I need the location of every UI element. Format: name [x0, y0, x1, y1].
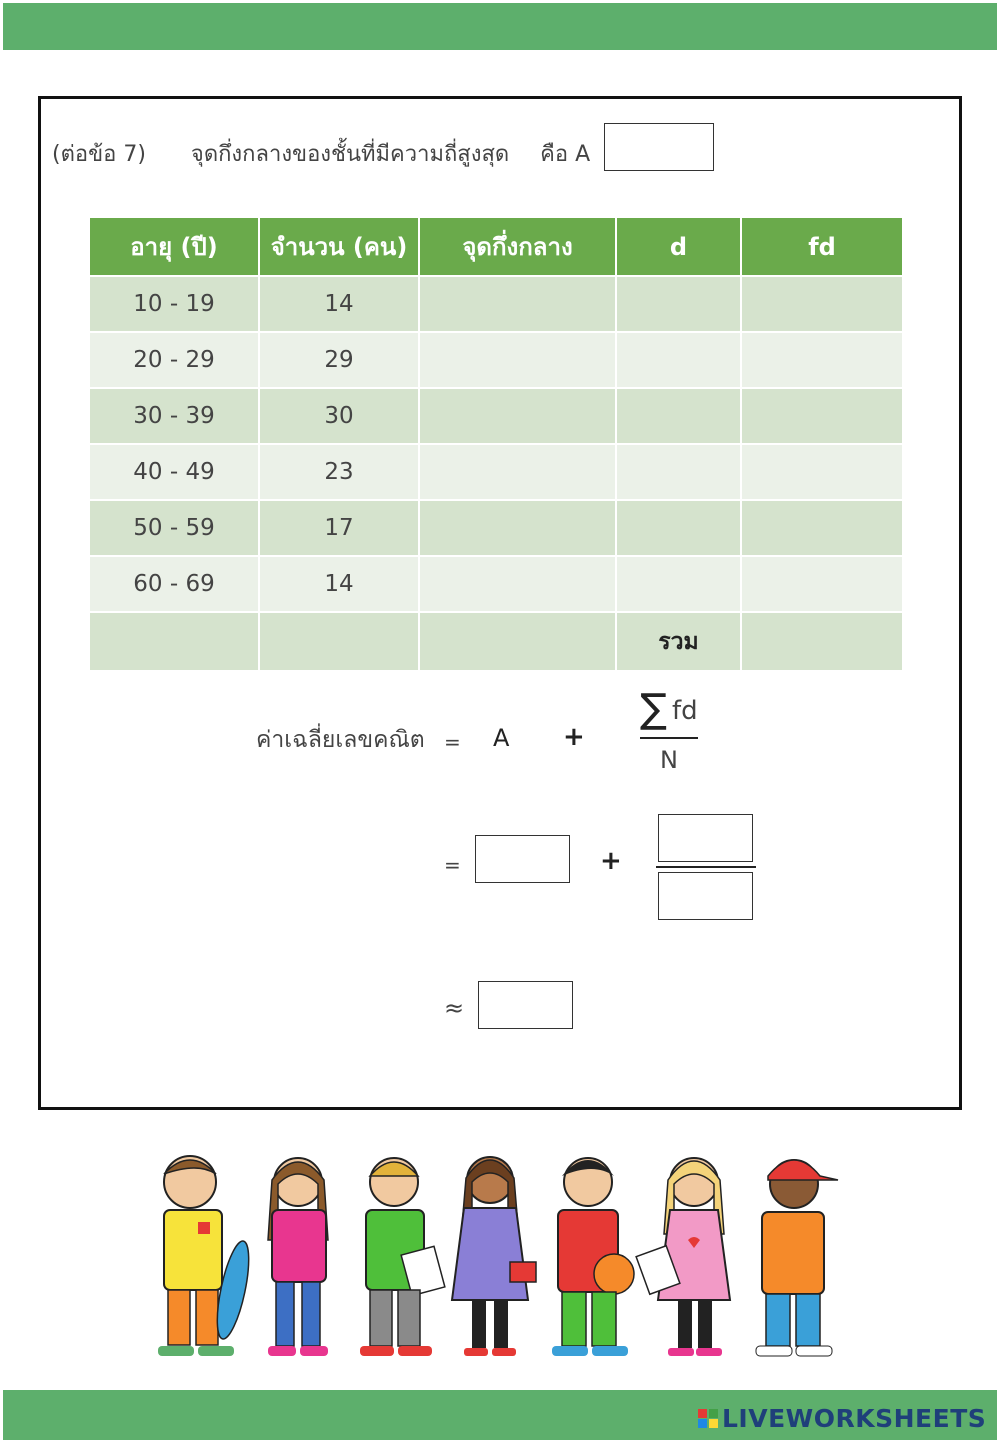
logo-square: [709, 1419, 718, 1428]
midpoint-input-cell[interactable]: [419, 556, 616, 612]
header-d: d: [616, 218, 741, 276]
header-age: อายุ (ปี): [90, 218, 259, 276]
table-total-row: [90, 612, 903, 671]
formula-N: N: [660, 746, 678, 774]
table-row: [90, 556, 903, 612]
table-header-row: [90, 218, 903, 276]
midpoint-input-cell[interactable]: [419, 332, 616, 388]
logo-square: [709, 1409, 718, 1418]
question-number: (ต่อข้อ 7): [52, 142, 146, 167]
count-cell: 17: [259, 500, 419, 556]
kid-pink-dress: [636, 1158, 730, 1356]
formula-plus: +: [563, 722, 585, 752]
question-text: จุดกึ่งกลางของชั้นที่มีความถี่สูงสุด: [190, 142, 510, 167]
age-cell: 50 - 59: [90, 500, 259, 556]
age-cell: 10 - 19: [90, 276, 259, 332]
fd-input-cell[interactable]: [741, 388, 903, 444]
age-cell: 60 - 69: [90, 556, 259, 612]
header-fd: fd: [741, 218, 903, 276]
formula-fraction-bar: [640, 737, 698, 739]
kid-purple-shirt: [452, 1157, 536, 1356]
midpoint-input-cell[interactable]: [419, 500, 616, 556]
d-input-cell[interactable]: [616, 500, 741, 556]
age-cell: 40 - 49: [90, 444, 259, 500]
step2-equals: =: [444, 853, 461, 877]
table-row: [90, 500, 903, 556]
midpoint-input-cell[interactable]: [419, 444, 616, 500]
logo-square: [698, 1419, 707, 1428]
age-cell: 20 - 29: [90, 332, 259, 388]
total-empty-cell: [90, 612, 259, 671]
answer-box-mean[interactable]: [478, 981, 573, 1029]
fd-input-cell[interactable]: [741, 444, 903, 500]
count-cell: 29: [259, 332, 419, 388]
brand-text: LIVEWORKSHEETS: [722, 1404, 987, 1433]
age-cell: 30 - 39: [90, 388, 259, 444]
answer-box-A[interactable]: [604, 123, 714, 171]
d-input-cell[interactable]: [616, 388, 741, 444]
fd-input-cell[interactable]: [741, 332, 903, 388]
kid-red-shirt: [552, 1158, 634, 1356]
question-label: คือ A: [540, 142, 591, 167]
fd-input-cell[interactable]: [741, 500, 903, 556]
total-empty-cell: [419, 612, 616, 671]
mean-formula-label: ค่าเฉลี่ยเลขคณิต: [256, 727, 425, 753]
formula-fd: fd: [672, 696, 698, 726]
liveworksheets-logo: [698, 1404, 986, 1433]
table-row: [90, 332, 903, 388]
d-input-cell[interactable]: [616, 332, 741, 388]
formula-A: A: [493, 724, 510, 752]
logo-square: [698, 1409, 707, 1418]
table-row: [90, 276, 903, 332]
children-illustration: [148, 1150, 848, 1362]
count-cell: 14: [259, 556, 419, 612]
liveworksheets-logo-icon: [698, 1409, 718, 1429]
midpoint-input-cell[interactable]: [419, 276, 616, 332]
d-input-cell[interactable]: [616, 276, 741, 332]
header-count: จำนวน (คน): [259, 218, 419, 276]
frequency-table: [90, 218, 904, 672]
step2-plus: +: [600, 846, 622, 876]
top-green-band: [3, 3, 997, 50]
kid-green-shirt: [360, 1158, 445, 1356]
answer-box-N[interactable]: [658, 872, 753, 920]
count-cell: 23: [259, 444, 419, 500]
kid-orange-shirt: [756, 1160, 838, 1356]
total-count-input-cell[interactable]: [259, 612, 419, 671]
step2-fraction-bar: [656, 866, 756, 868]
header-midpoint: จุดกึ่งกลาง: [419, 218, 616, 276]
count-cell: 30: [259, 388, 419, 444]
d-input-cell[interactable]: [616, 444, 741, 500]
fd-input-cell[interactable]: [741, 556, 903, 612]
answer-box-sum-fd[interactable]: [658, 814, 753, 862]
formula-equals: =: [444, 730, 461, 754]
kid-yellow-shirt: [158, 1156, 255, 1356]
total-label: รวม: [616, 612, 741, 671]
sigma-symbol: ∑: [640, 686, 667, 732]
approx-symbol: ≈: [444, 994, 465, 1022]
total-fd-input-cell[interactable]: [741, 612, 903, 671]
fd-input-cell[interactable]: [741, 276, 903, 332]
kid-pink-shirt: [268, 1158, 328, 1356]
midpoint-input-cell[interactable]: [419, 388, 616, 444]
table-row: [90, 444, 903, 500]
table-row: [90, 388, 903, 444]
d-input-cell[interactable]: [616, 556, 741, 612]
question-line: [52, 136, 630, 171]
answer-box-A-value[interactable]: [475, 835, 570, 883]
count-cell: 14: [259, 276, 419, 332]
